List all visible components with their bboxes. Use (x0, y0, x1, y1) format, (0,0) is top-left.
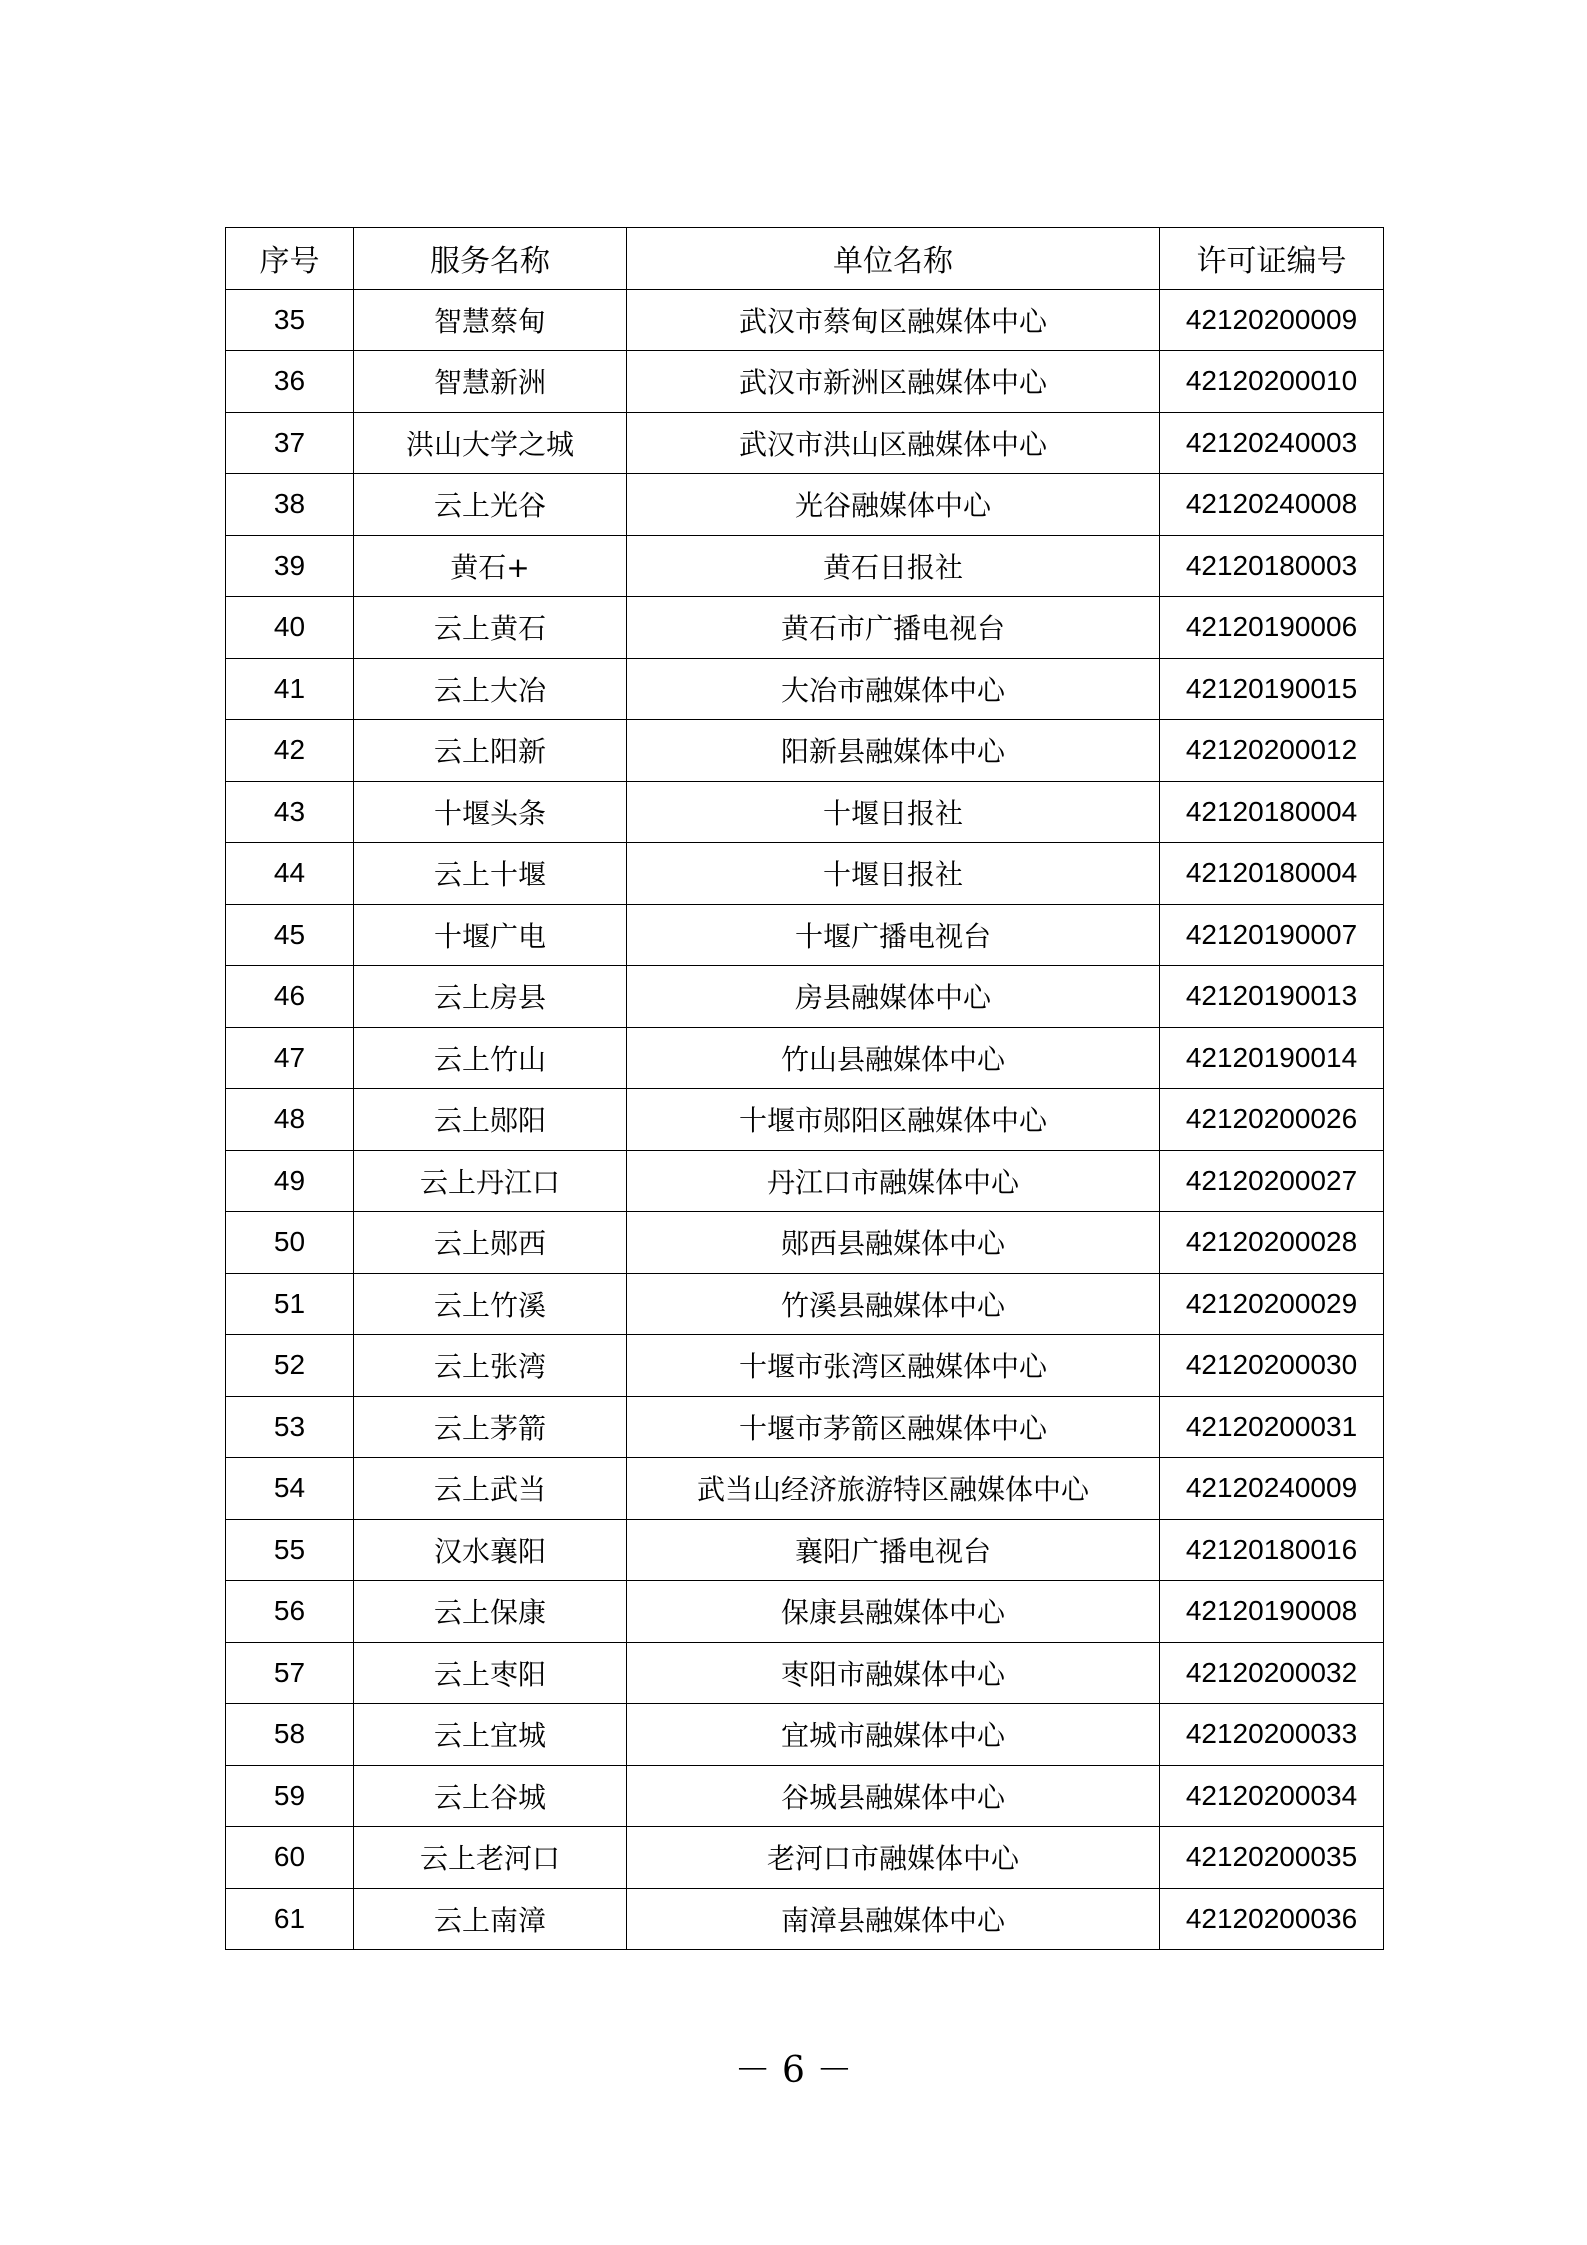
cell-serial: 43 (226, 781, 354, 843)
cell-serial: 50 (226, 1212, 354, 1274)
cell-license-number: 42120200010 (1160, 351, 1384, 413)
cell-unit-name: 郧西县融媒体中心 (627, 1212, 1160, 1274)
cell-serial: 55 (226, 1519, 354, 1581)
cell-unit-name: 十堰市张湾区融媒体中心 (627, 1335, 1160, 1397)
cell-service-name: 云上房县 (354, 966, 627, 1028)
table-row (226, 289, 1384, 351)
table-row (226, 1150, 1384, 1212)
table-row (226, 535, 1384, 597)
table-row (226, 351, 1384, 413)
cell-serial: 48 (226, 1089, 354, 1151)
cell-service-name: 云上大冶 (354, 658, 627, 720)
cell-service-name: 汉水襄阳 (354, 1519, 627, 1581)
cell-license-number: 42120200032 (1160, 1642, 1384, 1704)
cell-license-number: 42120190015 (1160, 658, 1384, 720)
cell-license-number: 42120200030 (1160, 1335, 1384, 1397)
cell-unit-name: 阳新县融媒体中心 (627, 720, 1160, 782)
cell-license-number: 42120190007 (1160, 904, 1384, 966)
cell-license-number: 42120200028 (1160, 1212, 1384, 1274)
cell-license-number: 42120200027 (1160, 1150, 1384, 1212)
table-row (226, 474, 1384, 536)
cell-unit-name: 谷城县融媒体中心 (627, 1765, 1160, 1827)
header-license-number: 许可证编号 (1160, 228, 1384, 290)
cell-service-name: 云上丹江口 (354, 1150, 627, 1212)
cell-service-name: 云上老河口 (354, 1827, 627, 1889)
cell-serial: 45 (226, 904, 354, 966)
cell-serial: 59 (226, 1765, 354, 1827)
cell-license-number: 42120190006 (1160, 597, 1384, 659)
table-body (226, 289, 1384, 1950)
cell-serial: 58 (226, 1704, 354, 1766)
table-row (226, 904, 1384, 966)
cell-service-name: 云上光谷 (354, 474, 627, 536)
table-row (226, 966, 1384, 1028)
cell-service-name: 洪山大学之城 (354, 412, 627, 474)
cell-license-number: 42120200031 (1160, 1396, 1384, 1458)
cell-service-name: 云上阳新 (354, 720, 627, 782)
table-row (226, 1642, 1384, 1704)
table-row (226, 1519, 1384, 1581)
cell-service-name: 云上黄石 (354, 597, 627, 659)
table-row (226, 843, 1384, 905)
cell-license-number: 42120200035 (1160, 1827, 1384, 1889)
cell-service-name: 云上郧阳 (354, 1089, 627, 1151)
cell-serial: 51 (226, 1273, 354, 1335)
header-serial: 序号 (226, 228, 354, 290)
cell-serial: 46 (226, 966, 354, 1028)
cell-service-name: 云上武当 (354, 1458, 627, 1520)
table-row (226, 720, 1384, 782)
table-row (226, 658, 1384, 720)
cell-serial: 53 (226, 1396, 354, 1458)
table-row (226, 597, 1384, 659)
cell-service-name: 云上十堰 (354, 843, 627, 905)
cell-license-number: 42120190008 (1160, 1581, 1384, 1643)
cell-unit-name: 十堰日报社 (627, 843, 1160, 905)
cell-license-number: 42120180004 (1160, 781, 1384, 843)
header-service-name: 服务名称 (354, 228, 627, 290)
cell-serial: 39 (226, 535, 354, 597)
cell-unit-name: 房县融媒体中心 (627, 966, 1160, 1028)
cell-service-name: 云上茅箭 (354, 1396, 627, 1458)
cell-license-number: 42120180016 (1160, 1519, 1384, 1581)
cell-unit-name: 保康县融媒体中心 (627, 1581, 1160, 1643)
cell-service-name: 智慧蔡甸 (354, 289, 627, 351)
header-unit-name: 单位名称 (627, 228, 1160, 290)
cell-unit-name: 竹溪县融媒体中心 (627, 1273, 1160, 1335)
cell-service-name: 云上张湾 (354, 1335, 627, 1397)
cell-unit-name: 十堰市茅箭区融媒体中心 (627, 1396, 1160, 1458)
cell-unit-name: 黄石市广播电视台 (627, 597, 1160, 659)
cell-license-number: 42120200036 (1160, 1888, 1384, 1950)
cell-serial: 36 (226, 351, 354, 413)
table-row (226, 1273, 1384, 1335)
table-row (226, 1827, 1384, 1889)
cell-unit-name: 武汉市洪山区融媒体中心 (627, 412, 1160, 474)
table-row (226, 781, 1384, 843)
cell-unit-name: 十堰广播电视台 (627, 904, 1160, 966)
cell-serial: 40 (226, 597, 354, 659)
table-row (226, 1396, 1384, 1458)
cell-unit-name: 黄石日报社 (627, 535, 1160, 597)
cell-serial: 35 (226, 289, 354, 351)
cell-unit-name: 竹山县融媒体中心 (627, 1027, 1160, 1089)
table-row (226, 412, 1384, 474)
cell-serial: 52 (226, 1335, 354, 1397)
cell-unit-name: 南漳县融媒体中心 (627, 1888, 1160, 1950)
cell-service-name: 云上南漳 (354, 1888, 627, 1950)
cell-unit-name: 枣阳市融媒体中心 (627, 1642, 1160, 1704)
cell-license-number: 42120200033 (1160, 1704, 1384, 1766)
cell-license-number: 42120200026 (1160, 1089, 1384, 1151)
cell-license-number: 42120190013 (1160, 966, 1384, 1028)
table-row (226, 1581, 1384, 1643)
table-row (226, 1765, 1384, 1827)
cell-unit-name: 十堰市郧阳区融媒体中心 (627, 1089, 1160, 1151)
table-row (226, 1458, 1384, 1520)
cell-license-number: 42120240009 (1160, 1458, 1384, 1520)
cell-serial: 60 (226, 1827, 354, 1889)
license-table (225, 227, 1384, 1950)
table-row (226, 1027, 1384, 1089)
table-row (226, 1888, 1384, 1950)
cell-license-number: 42120200012 (1160, 720, 1384, 782)
cell-license-number: 42120180004 (1160, 843, 1384, 905)
cell-serial: 44 (226, 843, 354, 905)
cell-unit-name: 襄阳广播电视台 (627, 1519, 1160, 1581)
cell-license-number: 42120180003 (1160, 535, 1384, 597)
cell-unit-name: 武当山经济旅游特区融媒体中心 (627, 1458, 1160, 1520)
cell-serial: 41 (226, 658, 354, 720)
cell-serial: 49 (226, 1150, 354, 1212)
cell-service-name: 十堰广电 (354, 904, 627, 966)
cell-unit-name: 武汉市蔡甸区融媒体中心 (627, 289, 1160, 351)
cell-service-name: 云上竹溪 (354, 1273, 627, 1335)
cell-serial: 61 (226, 1888, 354, 1950)
table-row (226, 1212, 1384, 1274)
cell-serial: 42 (226, 720, 354, 782)
cell-service-name: 智慧新洲 (354, 351, 627, 413)
cell-serial: 38 (226, 474, 354, 536)
cell-license-number: 42120200009 (1160, 289, 1384, 351)
cell-service-name: 云上竹山 (354, 1027, 627, 1089)
cell-unit-name: 老河口市融媒体中心 (627, 1827, 1160, 1889)
cell-unit-name: 十堰日报社 (627, 781, 1160, 843)
cell-serial: 56 (226, 1581, 354, 1643)
cell-license-number: 42120200029 (1160, 1273, 1384, 1335)
cell-service-name: 云上枣阳 (354, 1642, 627, 1704)
cell-serial: 37 (226, 412, 354, 474)
table-row (226, 1335, 1384, 1397)
cell-serial: 47 (226, 1027, 354, 1089)
cell-license-number: 42120200034 (1160, 1765, 1384, 1827)
page-number: － 6 － (734, 2050, 853, 2091)
table-row (226, 1089, 1384, 1151)
cell-service-name: 云上保康 (354, 1581, 627, 1643)
cell-service-name: 云上谷城 (354, 1765, 627, 1827)
table-header-row (226, 228, 1384, 290)
cell-serial: 54 (226, 1458, 354, 1520)
cell-license-number: 42120240008 (1160, 474, 1384, 536)
table-row (226, 1704, 1384, 1766)
cell-service-name: 云上郧西 (354, 1212, 627, 1274)
cell-unit-name: 大冶市融媒体中心 (627, 658, 1160, 720)
cell-service-name: 黄石+ (354, 535, 627, 597)
cell-license-number: 42120240003 (1160, 412, 1384, 474)
cell-unit-name: 宜城市融媒体中心 (627, 1704, 1160, 1766)
cell-service-name: 十堰头条 (354, 781, 627, 843)
cell-service-name: 云上宜城 (354, 1704, 627, 1766)
cell-unit-name: 丹江口市融媒体中心 (627, 1150, 1160, 1212)
cell-unit-name: 武汉市新洲区融媒体中心 (627, 351, 1160, 413)
cell-serial: 57 (226, 1642, 354, 1704)
cell-unit-name: 光谷融媒体中心 (627, 474, 1160, 536)
cell-license-number: 42120190014 (1160, 1027, 1384, 1089)
